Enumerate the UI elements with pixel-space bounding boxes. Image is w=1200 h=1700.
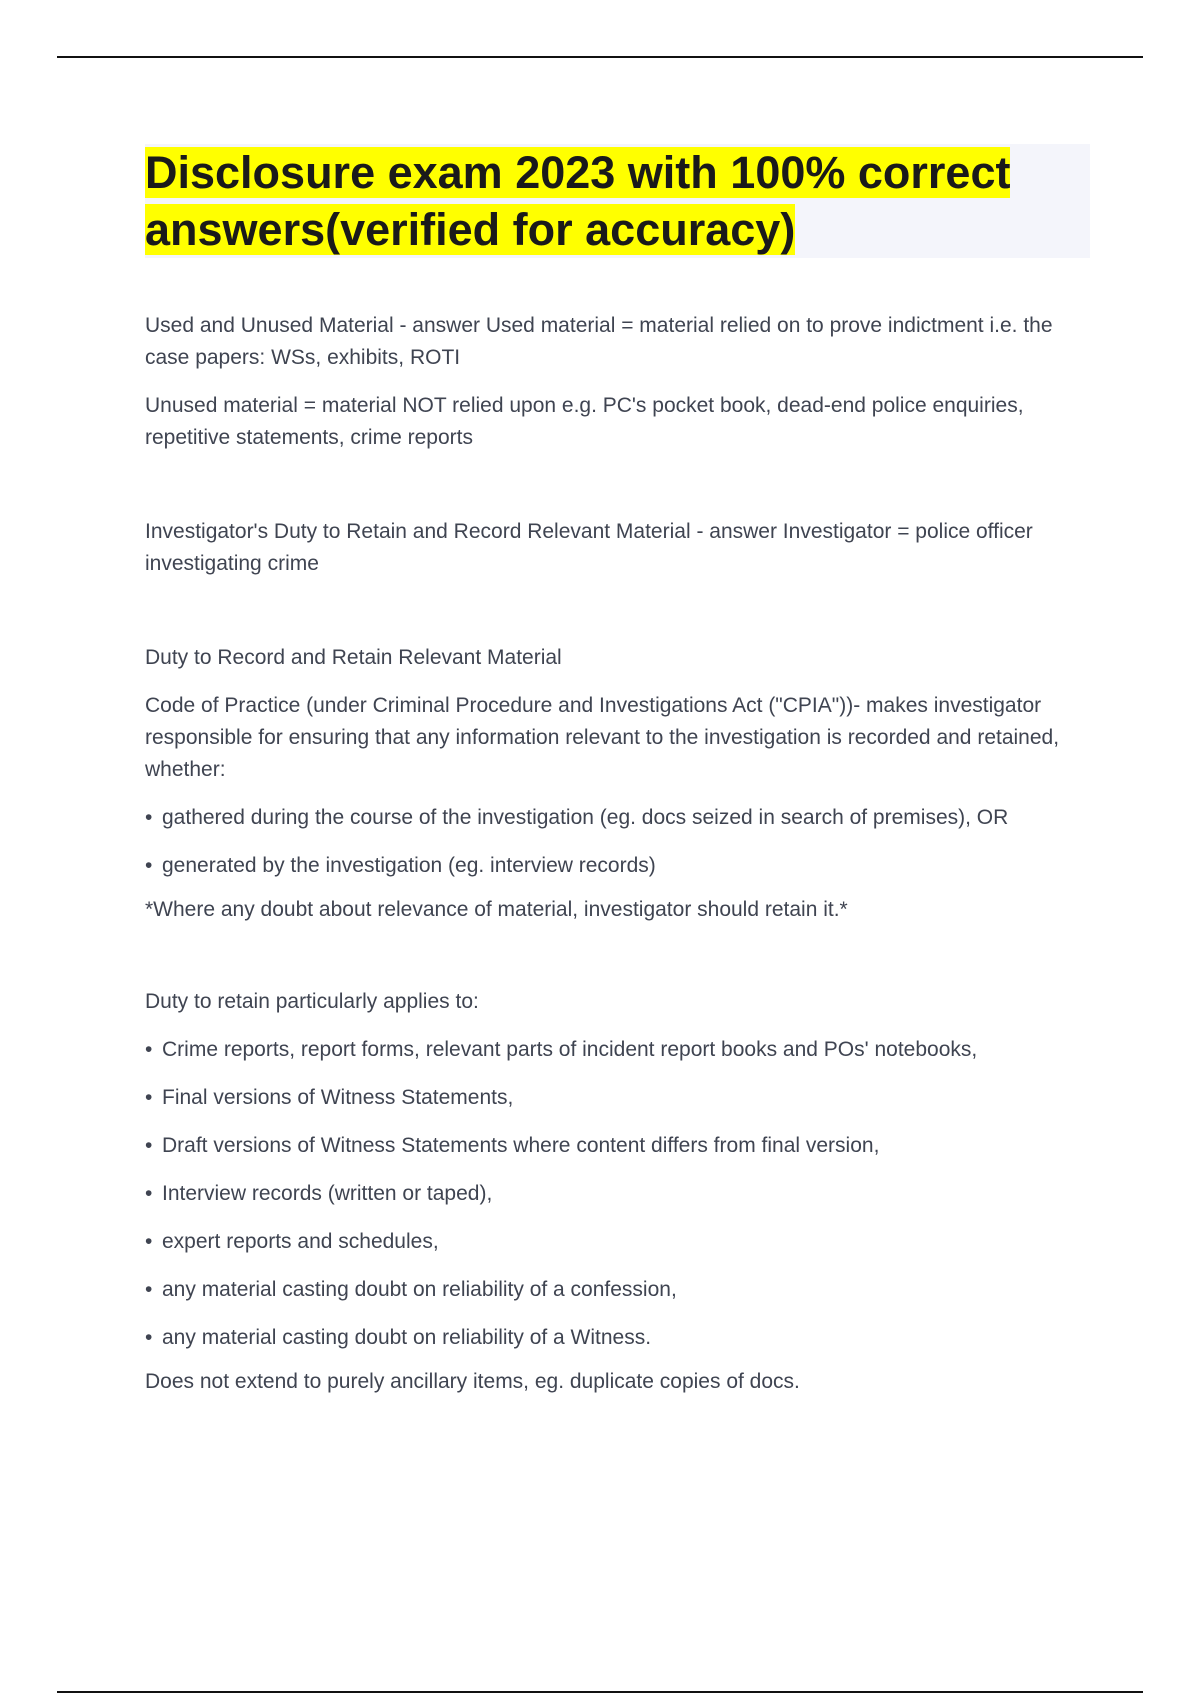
bullet-icon: • [145, 1134, 153, 1157]
list-item: • any material casting doubt on reliability of a Witness. [145, 1322, 1090, 1354]
document-body [145, 144, 1090, 1398]
investigator-duty-paragraph: Investigator's Duty to Retain and Record Relevant Material - answer Investigator = police officer investigating crime [145, 520, 1033, 575]
list-item: • Crime reports, report forms, relevant parts of incident report books and POs' notebooks, [145, 1034, 1090, 1066]
list-item: • generated by the investigation (eg. interview records) [145, 850, 1090, 882]
list-item: • Final versions of Witness Statements, [145, 1082, 1090, 1114]
bullet-icon: • [145, 806, 153, 829]
bullet-icon: • [145, 1182, 153, 1205]
footer-rule [57, 1691, 1143, 1693]
bullet-icon: • [145, 854, 153, 877]
ancillary-items-paragraph: Does not extend to purely ancillary items, eg. duplicate copies of docs. [145, 1370, 800, 1393]
used-material-paragraph: Used and Unused Material - answer Used material = material relied on to prove indictment i.e. the case papers: WSs, exhibits, ROTI [145, 314, 1053, 369]
header-rule [57, 56, 1143, 58]
bullet-icon: • [145, 1086, 153, 1109]
bullet-icon: • [145, 1038, 153, 1061]
page-title: Disclosure exam 2023 with 100% correct answers(verified for accuracy) [145, 144, 1090, 258]
list-item: • Interview records (written or taped), [145, 1178, 1090, 1210]
bullet-icon: • [145, 1230, 153, 1253]
list-item: • Draft versions of Witness Statements where content differs from final version, [145, 1130, 1090, 1162]
retain-note: *Where any doubt about relevance of material, investigator should retain it.* [145, 898, 848, 921]
list-item: • any material casting doubt on reliability of a confession, [145, 1274, 1090, 1306]
code-of-practice-paragraph: Code of Practice (under Criminal Procedure and Investigations Act ("CPIA"))- makes investigator responsible for ensuring that any information relevant to the investigation is recorded and retained, whether: [145, 694, 1060, 781]
list-item: • expert reports and schedules, [145, 1226, 1090, 1258]
unused-material-paragraph: Unused material = material NOT relied upon e.g. PC's pocket book, dead-end police enquiries, repetitive statements, crime reports [145, 394, 1024, 449]
retain-applies-heading: Duty to retain particularly applies to: [145, 990, 479, 1013]
bullet-icon: • [145, 1278, 153, 1301]
record-retain-heading: Duty to Record and Retain Relevant Material [145, 646, 562, 669]
bullet-icon: • [145, 1326, 153, 1349]
list-item: • gathered during the course of the investigation (eg. docs seized in search of premises), OR [145, 802, 1090, 834]
